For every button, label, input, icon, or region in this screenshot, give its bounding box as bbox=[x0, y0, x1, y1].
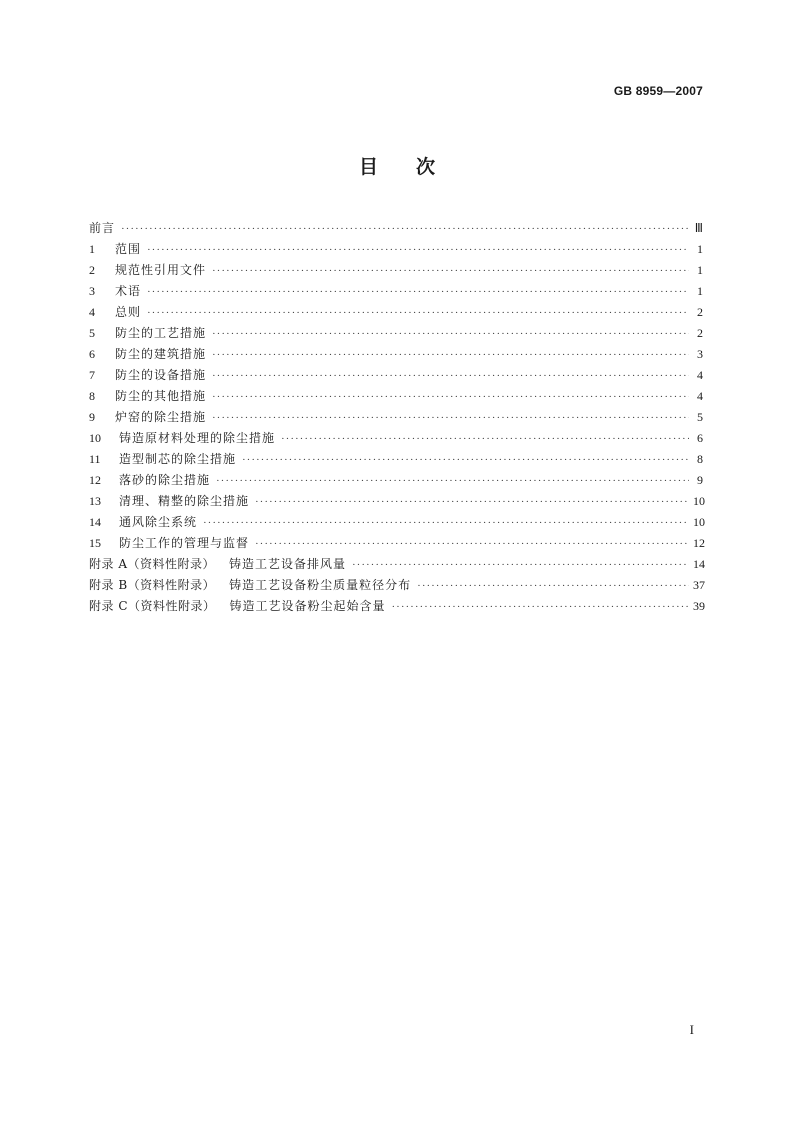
toc-leader bbox=[212, 324, 689, 345]
toc-number: 15 bbox=[89, 536, 101, 550]
toc-leader bbox=[147, 240, 689, 261]
toc-entry-14[interactable] bbox=[89, 512, 703, 533]
toc-label: 落砂的除尘措施 bbox=[119, 473, 211, 487]
toc-page: 4 bbox=[697, 389, 703, 403]
toc-label: 防尘的工艺措施 bbox=[115, 326, 207, 340]
toc-page: 39 bbox=[693, 599, 705, 613]
toc-page: Ⅲ bbox=[694, 221, 703, 235]
toc-label: 通风除尘系统 bbox=[119, 515, 198, 529]
toc-label: 铸造原材料处理的除尘措施 bbox=[119, 431, 276, 445]
toc-leader bbox=[212, 345, 689, 366]
toc-label: 规范性引用文件 bbox=[115, 263, 207, 277]
toc-entry-1[interactable] bbox=[89, 239, 703, 260]
page-title: 目次 bbox=[358, 156, 473, 178]
toc-label: 防尘的设备措施 bbox=[115, 368, 207, 382]
toc-label: 范围 bbox=[115, 242, 142, 256]
toc-leader bbox=[212, 366, 689, 387]
toc-page: 8 bbox=[697, 452, 703, 466]
toc-label: 铸造工艺设备粉尘起始含量 bbox=[229, 599, 386, 613]
toc-number: 3 bbox=[89, 284, 95, 298]
toc-entry-3[interactable] bbox=[89, 281, 703, 302]
toc-entry-13[interactable] bbox=[89, 491, 703, 512]
toc-entry-2[interactable] bbox=[89, 260, 703, 281]
toc-page: 14 bbox=[693, 557, 705, 571]
toc-leader bbox=[147, 282, 689, 303]
toc-number: 9 bbox=[89, 410, 95, 424]
toc-number: 14 bbox=[89, 515, 101, 529]
toc-page: 9 bbox=[697, 473, 703, 487]
toc-page: 1 bbox=[697, 284, 703, 298]
toc-leader bbox=[212, 408, 689, 429]
toc-label: 防尘工作的管理与监督 bbox=[119, 536, 250, 550]
toc-page: 10 bbox=[693, 494, 705, 508]
table-of-contents bbox=[89, 218, 703, 617]
toc-label: 炉窑的除尘措施 bbox=[115, 410, 207, 424]
toc-page: 5 bbox=[697, 410, 703, 424]
toc-page: 37 bbox=[693, 578, 705, 592]
toc-number: 2 bbox=[89, 263, 95, 277]
page-number: I bbox=[689, 1022, 694, 1037]
toc-entry-11[interactable] bbox=[89, 449, 703, 470]
toc-leader bbox=[242, 450, 689, 471]
toc-leader bbox=[255, 534, 689, 555]
toc-label: 铸造工艺设备排风量 bbox=[228, 557, 346, 571]
toc-number: 4 bbox=[89, 305, 95, 319]
toc-leader bbox=[121, 219, 689, 240]
toc-page: 1 bbox=[697, 242, 703, 256]
toc-label: 总则 bbox=[115, 305, 142, 319]
toc-leader bbox=[212, 387, 689, 408]
standard-number: GB 8959—2007 bbox=[613, 84, 703, 98]
toc-number: 5 bbox=[89, 326, 95, 340]
toc-page: 10 bbox=[693, 515, 705, 529]
toc-entry-4[interactable] bbox=[89, 302, 703, 323]
toc-number: 10 bbox=[89, 431, 101, 445]
toc-leader bbox=[212, 261, 689, 282]
toc-leader bbox=[203, 513, 689, 534]
toc-number: 1 bbox=[89, 242, 95, 256]
toc-appendix-prefix: 附录 A（资料性附录） bbox=[89, 557, 215, 571]
toc-page: 2 bbox=[697, 305, 703, 319]
toc-entry-appendix-c[interactable] bbox=[89, 596, 703, 617]
toc-page: 4 bbox=[697, 368, 703, 382]
toc-entry-15[interactable] bbox=[89, 533, 703, 554]
toc-label: 造型制芯的除尘措施 bbox=[119, 452, 237, 466]
toc-label: 铸造工艺设备粉尘质量粒径分布 bbox=[229, 578, 412, 592]
toc-label: 防尘的其他措施 bbox=[115, 389, 207, 403]
toc-leader bbox=[392, 597, 689, 618]
toc-number: 8 bbox=[89, 389, 95, 403]
toc-appendix-prefix: 附录 C（资料性附录） bbox=[89, 599, 216, 613]
toc-label: 前言 bbox=[89, 221, 116, 235]
toc-entry-12[interactable] bbox=[89, 470, 703, 491]
toc-leader bbox=[216, 471, 689, 492]
toc-entry-8[interactable] bbox=[89, 386, 703, 407]
toc-entry-7[interactable] bbox=[89, 365, 703, 386]
toc-leader bbox=[352, 555, 689, 576]
toc-page: 1 bbox=[697, 263, 703, 277]
toc-entry-9[interactable] bbox=[89, 407, 703, 428]
toc-leader bbox=[147, 303, 689, 324]
toc-number: 7 bbox=[89, 368, 95, 382]
toc-number: 12 bbox=[89, 473, 101, 487]
toc-entry-6[interactable] bbox=[89, 344, 703, 365]
toc-number: 6 bbox=[89, 347, 95, 361]
toc-appendix-prefix: 附录 B（资料性附录） bbox=[89, 578, 216, 592]
toc-leader bbox=[281, 429, 689, 450]
toc-page: 2 bbox=[697, 326, 703, 340]
toc-entry-10[interactable] bbox=[89, 428, 703, 449]
toc-page: 3 bbox=[697, 347, 703, 361]
toc-entry-5[interactable] bbox=[89, 323, 703, 344]
toc-label: 术语 bbox=[115, 284, 142, 298]
toc-entry-appendix-b[interactable] bbox=[89, 575, 703, 596]
toc-label: 防尘的建筑措施 bbox=[115, 347, 207, 361]
toc-entry-appendix-a[interactable] bbox=[89, 554, 703, 575]
toc-entry-foreword[interactable] bbox=[89, 218, 703, 239]
toc-leader bbox=[417, 576, 689, 597]
toc-label: 清理、精整的除尘措施 bbox=[119, 494, 250, 508]
toc-number: 13 bbox=[89, 494, 101, 508]
toc-page: 12 bbox=[693, 536, 705, 550]
toc-leader bbox=[255, 492, 689, 513]
toc-page: 6 bbox=[697, 431, 703, 445]
toc-number: 11 bbox=[89, 452, 101, 466]
